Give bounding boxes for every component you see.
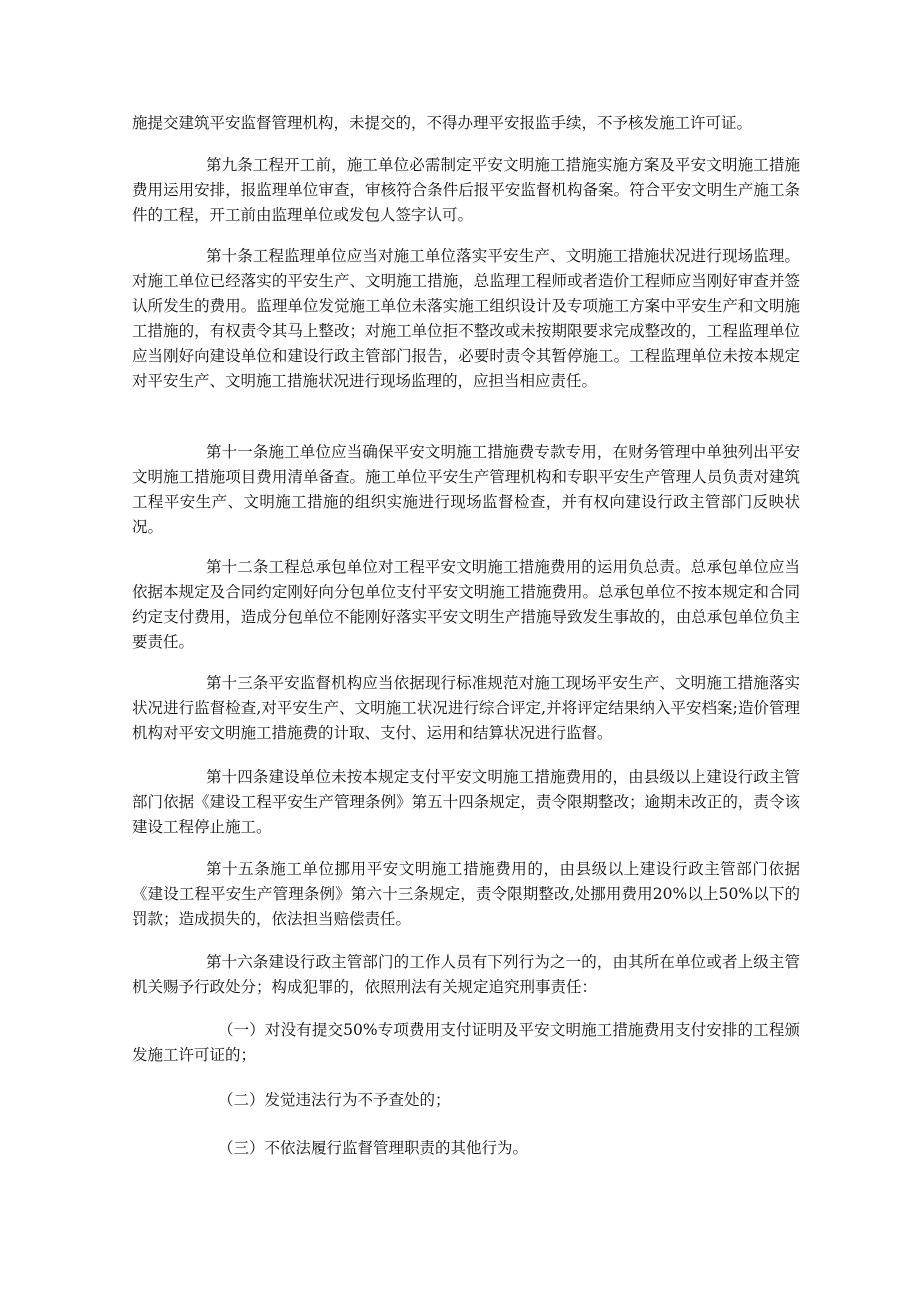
list-item-2: （二）发觉违法行为不予查处的； (218, 1091, 451, 1109)
paragraph-article-12: 第十二条工程总承包单位对工程平安文明施工措施费用的运用负总责。总承包单位应当依据本规定及合同约定刚好向分包单位支付平安文明施工措施费用。总承包单位不按本规定和合同约定支付费用，造成分包单位不能刚好落实平安文明生产措施导致发生事故的，由总承包单位负主要责任。 (132, 558, 800, 651)
paragraph-article-10: 第十条工程监理单位应当对施工单位落实平安生产、文明施工措施状况进行现场监理。对施工单位已经落实的平安生产、文明施工措施，总监理工程师或者造价工程师应当刚好审查并签认所发生的费用。监理单位发觉施工单位未落实施工组织设计及专项施工方案中平安生产和文明施工措施的，有权责令其马上整改；对施工单位拒不整改或未按期限要求完成整改的，工程监理单位应当刚好向建设单位和建设行政主管部门报告，必要时责令其暂停施工。工程监理单位未按本规定对平安生产、文明施工措施状况进行现场监理的，应担当相应责任。 (132, 247, 800, 390)
paragraph-article-13: 第十三条平安监督机构应当依据现行标准规范对施工现场平安生产、文明施工措施落实状况进行监督检查,对平安生产、文明施工状况进行综合评定,并将评定结果纳入平安档案;造价管理机构对平安文明施工措施费的计取、支付、运用和结算状况进行监督。 (132, 674, 800, 742)
paragraph-article-16: 第十六条建设行政主管部门的工作人员有下列行为之一的，由其所在单位或者上级主管机关赐予行政处分；构成犯罪的，依照刑法有关规定追究刑事责任： (132, 953, 800, 996)
list-item-3: （三）不依法履行监督管理职责的其他行为。 (218, 1139, 529, 1157)
paragraph-article-14: 第十四条建设单位未按本规定支付平安文明施工措施费用的，由县级以上建设行政主管部门依据《建设工程平安生产管理条例》第五十四条规定，责令限期整改；逾期未改正的，责令该建设工程停止施工。 (132, 768, 800, 836)
paragraph-article-11: 第十一条施工单位应当确保平安文明施工措施费专款专用，在财务管理中单独列出平安文明施工措施项目费用清单备查。施工单位平安生产管理机构和专职平安生产管理人员负责对建筑工程平安生产、文明施工措施的组织实施进行现场监督检查，并有权向建设行政主管部门反映状况。 (132, 443, 800, 536)
list-item-1: （一）对没有提交50%专项费用支付证明及平安文明施工措施费用支付安排的工程颁发施工许可证的； (132, 1021, 800, 1064)
paragraph-continuation: 施提交建筑平安监督管理机构，未提交的，不得办理平安报监手续，不予核发施工许可证。 (132, 114, 753, 132)
paragraph-article-15: 第十五条施工单位挪用平安文明施工措施费用的，由县级以上建设行政主管部门依据《建设工程平安生产管理条例》第六十三条规定，责令限期整改,处挪用费用20%以上50%以下的罚款；造成损失的，依法担当赔偿责任。 (132, 860, 800, 928)
paragraph-article-9: 第九条工程开工前，施工单位必需制定平安文明施工措施实施方案及平安文明施工措施费用运用安排，报监理单位审查，审核符合条件后报平安监督机构备案。符合平安文明生产施工条件的工程，开工前由监理单位或发包人签字认可。 (132, 156, 800, 224)
